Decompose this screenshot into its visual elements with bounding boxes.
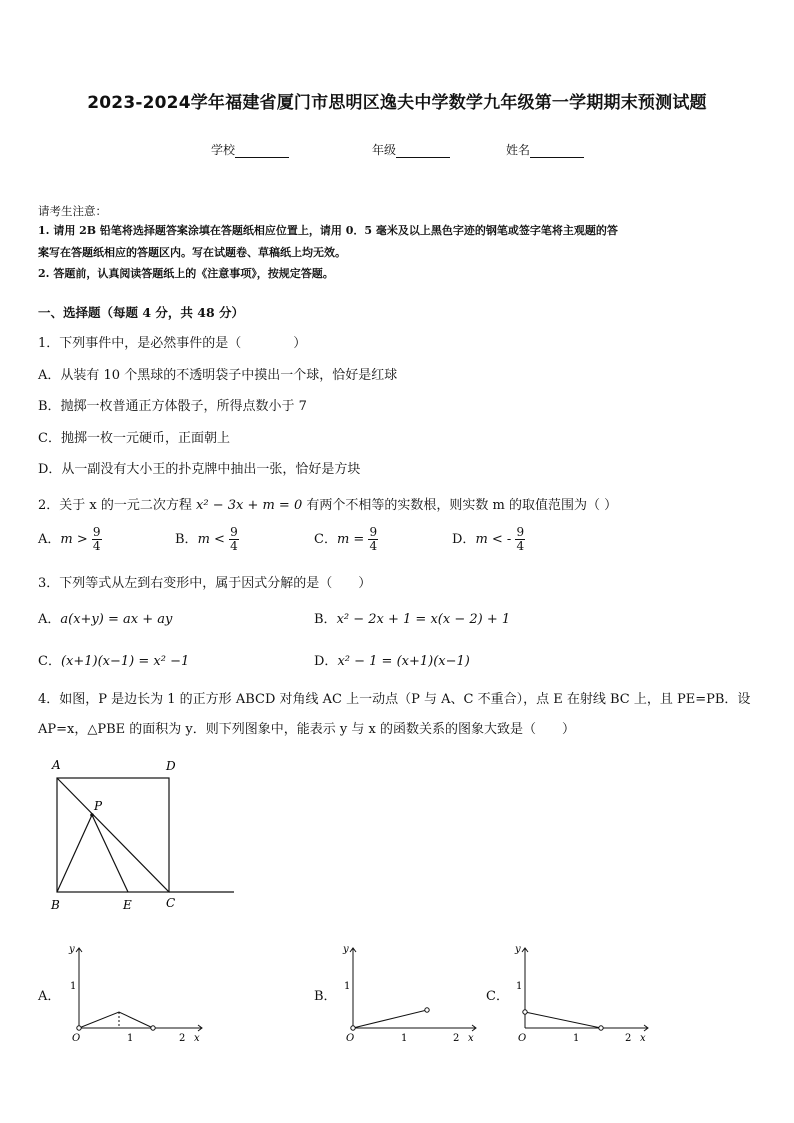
q2-b-relation: m < — [197, 532, 225, 547]
graph-a-open-start — [77, 1026, 81, 1030]
graph-b-curve — [353, 1010, 427, 1028]
q4-option-a-label: A． — [38, 989, 61, 1004]
graph-c-open-start — [523, 1010, 527, 1014]
graph-a-y-label: y — [69, 944, 75, 955]
name-label: 姓名 — [506, 143, 531, 157]
name-blank — [530, 145, 584, 158]
q3-b-label: B． — [314, 612, 337, 627]
graph-a-open-end — [151, 1026, 155, 1030]
school-field — [211, 141, 289, 158]
notice-line-1a: 1. 请用 2B 铅笔将选择题答案涂填在答题纸相应位置上，请用 0．5 毫米及以上黑色字迹的钢笔或签字笔将主观题的答 — [38, 224, 618, 237]
q2-b-num: 9 — [230, 525, 238, 539]
graph-c — [510, 940, 660, 1048]
graph-a-y-tick: 1 — [70, 981, 77, 992]
label-a: A — [52, 758, 61, 772]
q3-c-expr: (x+1)(x−1) = x² −1 — [60, 654, 190, 669]
diagonal-ac — [57, 778, 169, 892]
segment-pb — [57, 815, 92, 892]
q3-d-label: D． — [314, 654, 338, 669]
name-field — [506, 141, 584, 158]
graph-c-x-tick-2: 2 — [625, 1033, 632, 1044]
square-figure — [40, 752, 250, 914]
grade-label: 年级 — [372, 143, 397, 157]
graph-b-origin: O — [346, 1033, 355, 1044]
q1-option-d: D．从一副没有大小王的扑克牌中抽出一张，恰好是方块 — [38, 462, 361, 477]
graph-b-x-tick-2: 2 — [453, 1033, 460, 1044]
label-e: E — [123, 898, 132, 912]
label-p: P — [94, 799, 103, 813]
q1-option-b: B．抛掷一枚普通正方体骰子，所得点数小于 7 — [38, 399, 307, 414]
q3-option-d — [314, 650, 470, 669]
point-p — [90, 813, 94, 817]
graph-b-open-start — [351, 1026, 355, 1030]
q2-stem-pre: 2．关于 x 的一元二次方程 — [38, 498, 192, 513]
q2-c-fraction — [368, 526, 378, 553]
q2-option-d — [452, 526, 525, 553]
q2-stem-post: 有两个不相等的实数根，则实数 m 的取值范围为（ ） — [306, 498, 618, 513]
q2-b-den: 4 — [230, 539, 238, 553]
graph-b-x-label: x — [468, 1033, 474, 1044]
q2-c-relation: m = — [336, 532, 365, 547]
q2-d-fraction — [515, 526, 525, 553]
school-blank — [235, 145, 289, 158]
graph-c-open-end — [599, 1026, 603, 1030]
q2-option-a — [38, 526, 102, 553]
q2-c-den: 4 — [369, 539, 378, 553]
graph-a-x-label: x — [194, 1033, 200, 1044]
label-d: D — [166, 759, 176, 773]
graph-b-x-tick-1: 1 — [401, 1033, 408, 1044]
notice-line-1b: 案写在答题纸相应的答题区内。写在试题卷、草稿纸上均无效。 — [38, 246, 346, 259]
graph-a-origin: O — [72, 1033, 81, 1044]
q3-a-expr: a(x+y) = ax + ay — [60, 612, 173, 627]
q2-c-num: 9 — [369, 525, 378, 539]
q4-option-b-label: B． — [314, 989, 337, 1004]
q2-a-num: 9 — [92, 525, 101, 539]
label-c: C — [166, 896, 176, 910]
q4-stem-line1: 4．如图，P 是边长为 1 的正方形 ABCD 对角线 AC 上一动点（P 与 A、C 不重合），点 E 在射线 BC 上，且 PE=PB．设 — [38, 692, 751, 707]
q2-d-relation: m < - — [475, 532, 512, 547]
q2-option-c — [314, 526, 378, 553]
graph-a — [64, 940, 214, 1048]
q1-option-a: A．从装有 10 个黑球的不透明袋子中摸出一个球，恰好是红球 — [38, 368, 398, 383]
q2-stem — [38, 494, 617, 513]
graph-c-y-tick: 1 — [516, 981, 523, 992]
graph-c-curve — [525, 1012, 601, 1028]
q2-a-relation: m > — [60, 532, 88, 547]
q3-stem: 3．下列等式从左到右变形中，属于因式分解的是（ ） — [38, 576, 372, 591]
q2-a-fraction — [92, 526, 102, 553]
school-label: 学校 — [211, 143, 236, 157]
q2-a-den: 4 — [92, 539, 101, 553]
q1-stem: 1．下列事件中，是必然事件的是（ ） — [38, 336, 307, 351]
graph-c-y-label: y — [515, 944, 521, 955]
q4-stem-line2: AP=x，△PBE 的面积为 y．则下列图象中，能表示 y 与 x 的函数关系的图象大致是（ ） — [38, 722, 575, 737]
segment-pe — [92, 815, 128, 892]
notice-heading: 请考生注意： — [38, 204, 107, 218]
graph-b-open-end — [425, 1008, 429, 1012]
graph-b-y-tick: 1 — [344, 981, 351, 992]
q1-option-c: C．抛掷一枚一元硬币，正面朝上 — [38, 431, 230, 446]
graph-c-x-tick-1: 1 — [573, 1033, 580, 1044]
q2-a-label: A． — [38, 532, 61, 547]
page-title: 2023-2024学年福建省厦门市思明区逸夫中学数学九年级第一学期期末预测试题 — [87, 93, 707, 113]
q2-b-label: B． — [175, 532, 198, 547]
q3-c-label: C． — [38, 654, 61, 669]
graph-a-x-tick-2: 2 — [179, 1033, 186, 1044]
q3-option-c — [38, 650, 189, 669]
q3-option-b — [314, 608, 510, 627]
q2-option-b — [175, 526, 239, 553]
q2-c-label: C． — [314, 532, 337, 547]
graph-c-origin: O — [518, 1033, 527, 1044]
q2-equation: x² − 3x + m = 0 — [196, 498, 303, 513]
q2-d-den: 4 — [516, 539, 525, 553]
q4-option-c-label: C． — [486, 989, 509, 1004]
graph-a-x-tick-1: 1 — [127, 1033, 134, 1044]
grade-field — [372, 141, 450, 158]
notice-line-2: 2. 答题前，认真阅读答题纸上的《注意事项》，按规定答题。 — [38, 267, 334, 280]
q3-b-expr: x² − 2x + 1 = x(x − 2) + 1 — [336, 612, 511, 627]
section-heading: 一、选择题（每题 4 分，共 48 分） — [38, 305, 245, 320]
label-b: B — [51, 898, 60, 912]
graph-b — [338, 940, 488, 1048]
graph-c-x-label: x — [640, 1033, 646, 1044]
q2-b-fraction — [229, 526, 239, 553]
grade-blank — [396, 145, 450, 158]
q2-d-label: D． — [452, 532, 476, 547]
graph-a-curve — [79, 1012, 153, 1028]
q3-a-label: A． — [38, 612, 61, 627]
q2-d-num: 9 — [516, 525, 525, 539]
q3-d-expr: x² − 1 = (x+1)(x−1) — [337, 654, 470, 669]
q3-option-a — [38, 608, 172, 627]
graph-b-y-label: y — [343, 944, 349, 955]
